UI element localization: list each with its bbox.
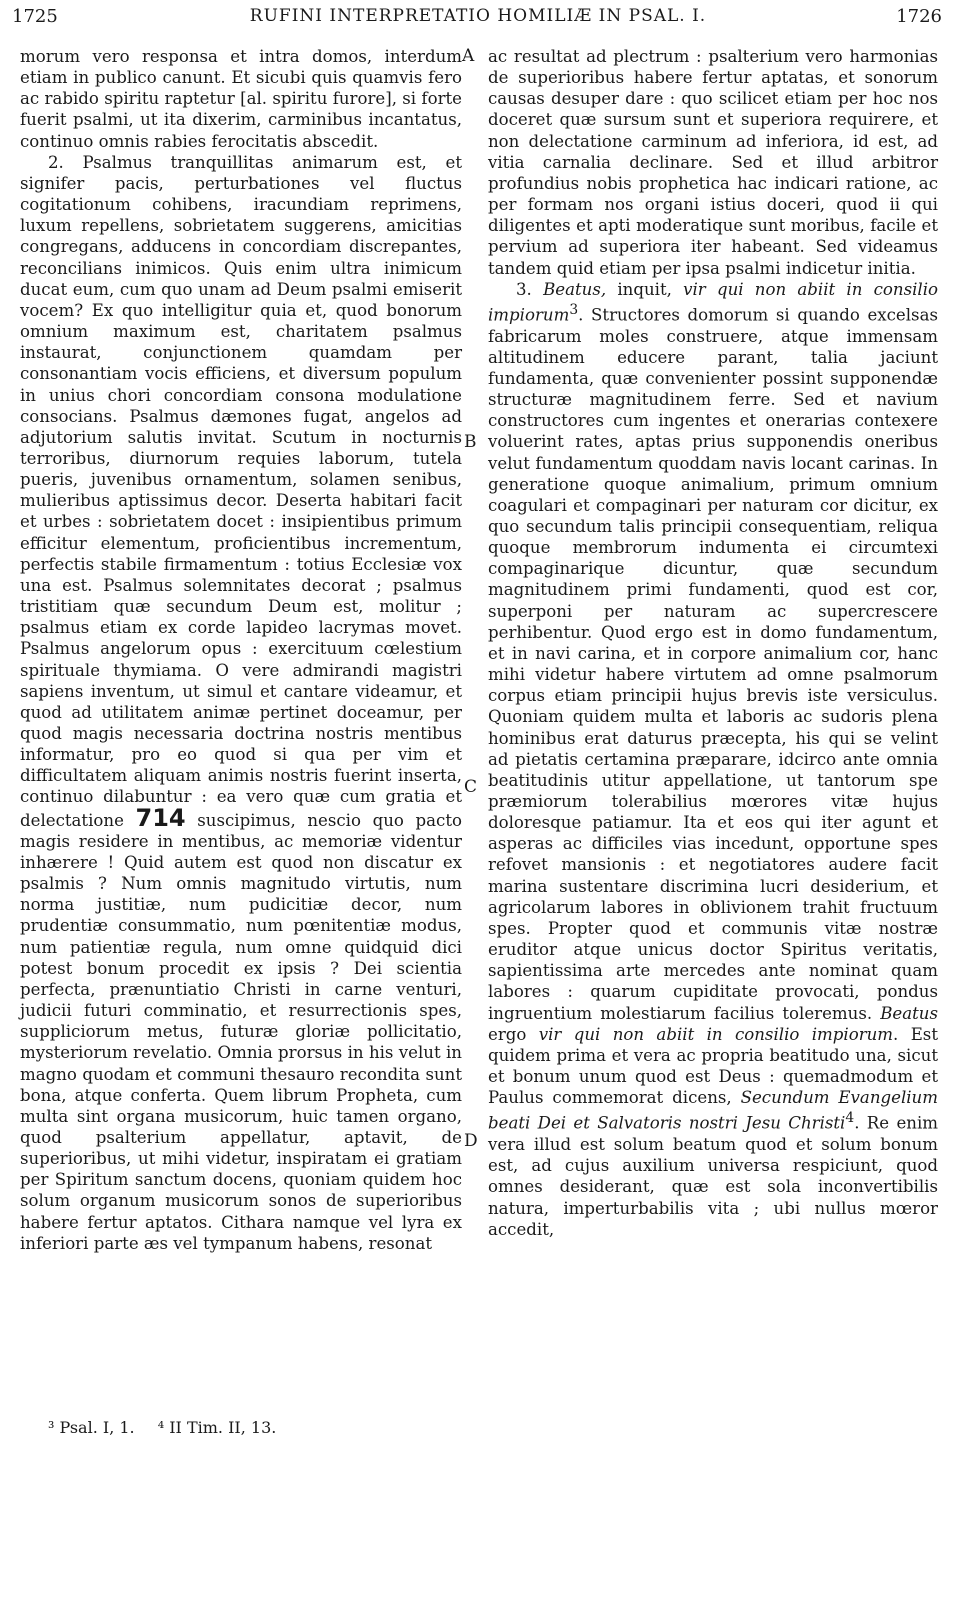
text-run-1: inquit,: [606, 279, 684, 299]
footnotes: [48, 1418, 294, 1437]
page-header: [0, 0, 956, 30]
lemma-psalm-verse-2: vir qui non abiit in consilio impiorum: [538, 1024, 894, 1044]
left-column: [20, 46, 462, 1254]
left-paragraph-2-part-b: suscipimus, nescio quo pacto magis residere in mentibus, ac memoriæ videntur inhærere ! Quid autem est quod non discatur ex psalmis ? Num omnis magnitudo virtutis, num norma justitiæ, num pudicitiæ decor, num prudentiæ consummatio, num pœnitentiæ modus, num patientiæ regula, num omne quidquid dici potest bonum procedit ex ipsis ? Dei scientia perfecta, prænuntiatio Christi in carne venturi, judicii futuri comminatio, et resurrectionis spes, suppliciorum metus, futuræ gloriæ pollicitatio, mysteriorum revelatio. Omnia prorsus in his velut in magno quodam et communi thesauro recondita sunt bona, atque conferta. Quem librum Propheta, cum multa sint organa musicorum, huic tamen organo, quod psalterium appellatur, aptavit, de superioribus, ut mihi videtur, inspiratam ei gratiam per Spiritum sanctum docens, quoniam quidem hoc solum organum musicorum sonos de superioribus habere fertur aptatos. Cithara namque vel lyra ex inferiori parte æs vel tympanum habens, resonat: [20, 810, 462, 1253]
footnote-ref-4: 4: [845, 1110, 855, 1127]
text-run-5: . Re enim vera illud est solum beatum quod et solum bonum est, ad cujus auxilium universa respiciunt, quod omnes desiderant, quæ est sola inconvertibilis natura, imperturbabilis vita ; ubi nullus mœror accedit,: [488, 1113, 938, 1239]
left-paragraph-2: [20, 152, 462, 1254]
lemma-beatus-2: Beatus: [880, 1003, 938, 1023]
section-number: 3.: [516, 279, 532, 299]
margin-marker-b: B: [464, 432, 477, 452]
column-number: 714: [135, 803, 186, 832]
text-run-2: . Structores domorum si quando excelsas fabricarum moles construere, atque immensam altitudinem educere parant, talia jaciunt fundamenta, quæ convenienter possint supponendæ structuræ magnitudinem ferre. Sed et navium constructores cum ingentes et onerarias contexere voluerint rates, aptas prius supponendis oneribus velut fundamentum quoddam navis locant carinas. In generatione quoque animalium, primum omnium coagulari et compaginari per naturam cor dicitur, ex quo secundum talis principii consequentiam, reliqua quoque membrorum indumenta ei circumtexi compaginarique dicuntur, quæ secundum magnitudinem primi fundamenti, quod est cor, superponi per naturam ac supercrescere perhibentur. Quod ergo est in domo fundamentum, et in navi carina, et in corpore animalium cor, hanc mihi videtur habere virtutem ad omne psalmorum corpus etiam principii hujus brevis iste versiculus. Quoniam quidem multa et laboris ac sudoris plena hominibus erat daturus præcepta, his qui se velint ad pietatis certamina præparare, idcirco ante omnia beatitudinis utitur appellatione, ut tantorum spe præmiorum tolerabilius mœrores vitæ hujus doloresque patiamur. Ita et eos qui iter agunt et asperas ac difficiles vias incedunt, opportune spes refovet mansionis : et negotiatores audere facit marina sustentare discrimina lucri desiderium, et agricolarum labores in oblivionem trahit fructuum spes. Propter quod et communis vitæ nostræ eruditor atque unicus doctor Spiritus veritatis, sapientissima arte mercedes ante nominat quam labores : quarum cupiditate provocati, pondus ingruentium molestiarum facilius toleremus.: [488, 305, 938, 1023]
margin-marker-a: A: [462, 46, 475, 66]
right-paragraph-1: ac resultat ad plectrum : psalterium vero harmonias de superioribus habere fertur aptatas, et sonorum causas desuper dare : quo scilicet etiam per hoc nos doceret quæ sursum sunt et superiora requirere, et non delectatione carminum ad inferiora, id est, ad vitia carnalia declinare. Sed et illud arbitror profundius nobis prophetica hac indicari ratione, ac per formam nos organi istius doceri, quod ii qui diligentes et apti moderatique sunt moribus, facile et pervium ad superiora iter habeant. Sed videamus tandem quid etiam per ipsa psalmi indicetur initia.: [488, 47, 938, 278]
text-run-3: ergo: [488, 1024, 539, 1044]
lemma-beatus: Beatus,: [543, 279, 607, 299]
running-title: RUFINI INTERPRETATIO HOMILIÆ IN PSAL. I.: [249, 6, 707, 26]
page-number-right: 1726: [896, 6, 942, 27]
right-paragraph-2: [488, 279, 938, 1240]
left-paragraph-1: morum vero responsa et intra domos, interdum etiam in publico canunt. Et sicubi quis quamvis fero ac rabido spiritu raptetur [al. spiritu furore], si forte fuerit psalmi, ut ita dixerim, carminibus incantatus, continuo omnis rabies ferocitatis abscedit.: [20, 47, 462, 151]
text-run-4: . Est quidem prima et vera ac propria beatitudo una, sicut et bonum unum quod est Deus : quemadmodum et Paulus commemorat dicens,: [488, 1024, 938, 1108]
quotation-pauline: Secundum Evangelium beati Dei et Salvatoris nostri Jesu Christi: [488, 1088, 938, 1133]
right-column: [488, 46, 938, 1240]
page-number-left: 1725: [12, 6, 58, 27]
footnote-3: ³ Psal. I, 1.: [48, 1418, 135, 1437]
lemma-psalm-verse: vir qui non abiit in consilio impiorum: [488, 279, 938, 325]
footnote-ref-3: 3: [569, 301, 579, 318]
footnote-4: ⁴ II Tim. II, 13.: [157, 1418, 277, 1437]
margin-marker-d: D: [464, 1131, 478, 1151]
margin-marker-c: C: [464, 777, 478, 797]
left-paragraph-2-part-a: 2. Psalmus tranquillitas animarum est, et signifer pacis, perturbationes vel fluctus cogitationum cohibens, iracundiam reprimens, luxum repellens, sobrietatem suggerens, amicitias congregans, adducens in concordiam discrepantes, reconcilians inimicos. Quis enim ultra inimicum ducat eum, cum quo unam ad Deum psalmi emiserit vocem? Ex quo intelligitur quia et, quod bonorum omnium maximum est, charitatem psalmus instaurat, conjunctionem quamdam per consonantiam vocis efficiens, et diversum populum in unius chori concordiam consona modulatione consocians. Psalmus dæmones fugat, angelos ad adjutorium salutis invitat. Scutum in nocturnis terroribus, diurnorum requies laborum, tutela pueris, juvenibus ornamentum, solamen senibus, mulieribus aptissimus decor. Deserta habitari facit et urbes : sobrietatem docet : insipientibus primum efficitur elementum, proficientibus incrementum, perfectis stabile firmamentum : totius Ecclesiæ vox una est. Psalmus solemnitates decorat ; psalmus tristitiam quæ secundum Deum est, molitur ; psalmus etiam ex corde lapideo lacrymas movet. Psalmus angelorum opus : exercituum cœlestium spirituale thymiama. O vere admirandi magistri sapiens inventum, ut simul et cantare videamur, et quod ad utilitatem animæ pertinet doceamur, per quod magis necessaria doctrina nostris mentibus informatur, pro eo quod si qua per vim et difficultatem aliquam animis nostris fuerint inserta, continuo dilabuntur : ea vero quæ cum gratia et delectatione: [20, 152, 462, 830]
